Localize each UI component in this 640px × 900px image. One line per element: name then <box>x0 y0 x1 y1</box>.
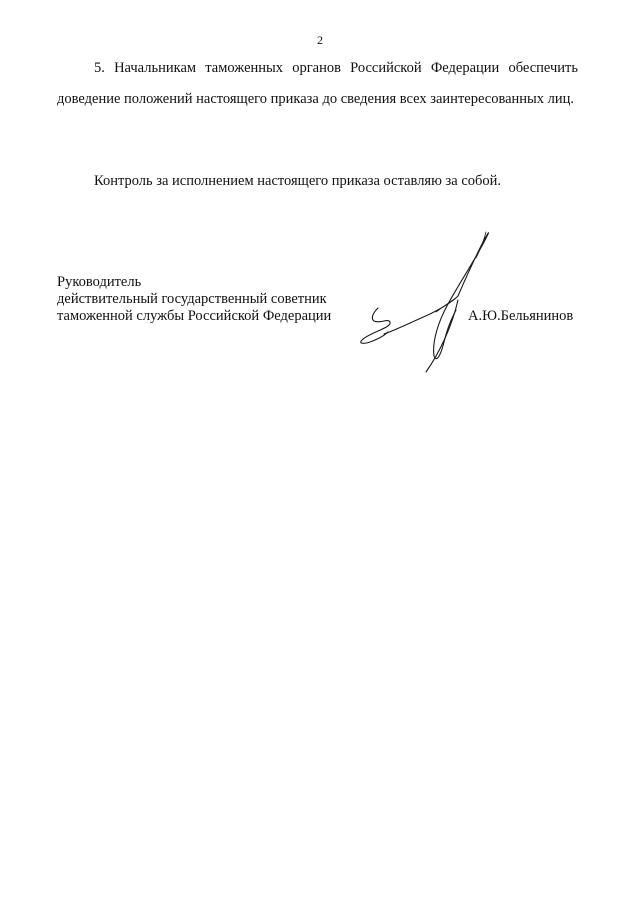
paragraph-control: Контроль за исполнением настоящего приказа оставляю за собой. <box>94 173 502 189</box>
signatory-title <box>57 274 331 325</box>
signatory-title-line: таможенной службы Российской Федерации <box>57 308 332 324</box>
handwritten-signature <box>340 222 500 382</box>
page-number: 2 <box>317 33 323 47</box>
signatory-title-line: Руководитель <box>57 274 142 290</box>
signer-name: А.Ю.Бельянинов <box>468 308 574 324</box>
paragraph-item-5: 5. Начальникам таможенных органов Российской Федерации обеспечить доведение положений настоящего приказа до сведения всех заинтересованных лиц. <box>57 60 578 107</box>
signatory-title-line: действительный государственный советник <box>57 291 327 307</box>
